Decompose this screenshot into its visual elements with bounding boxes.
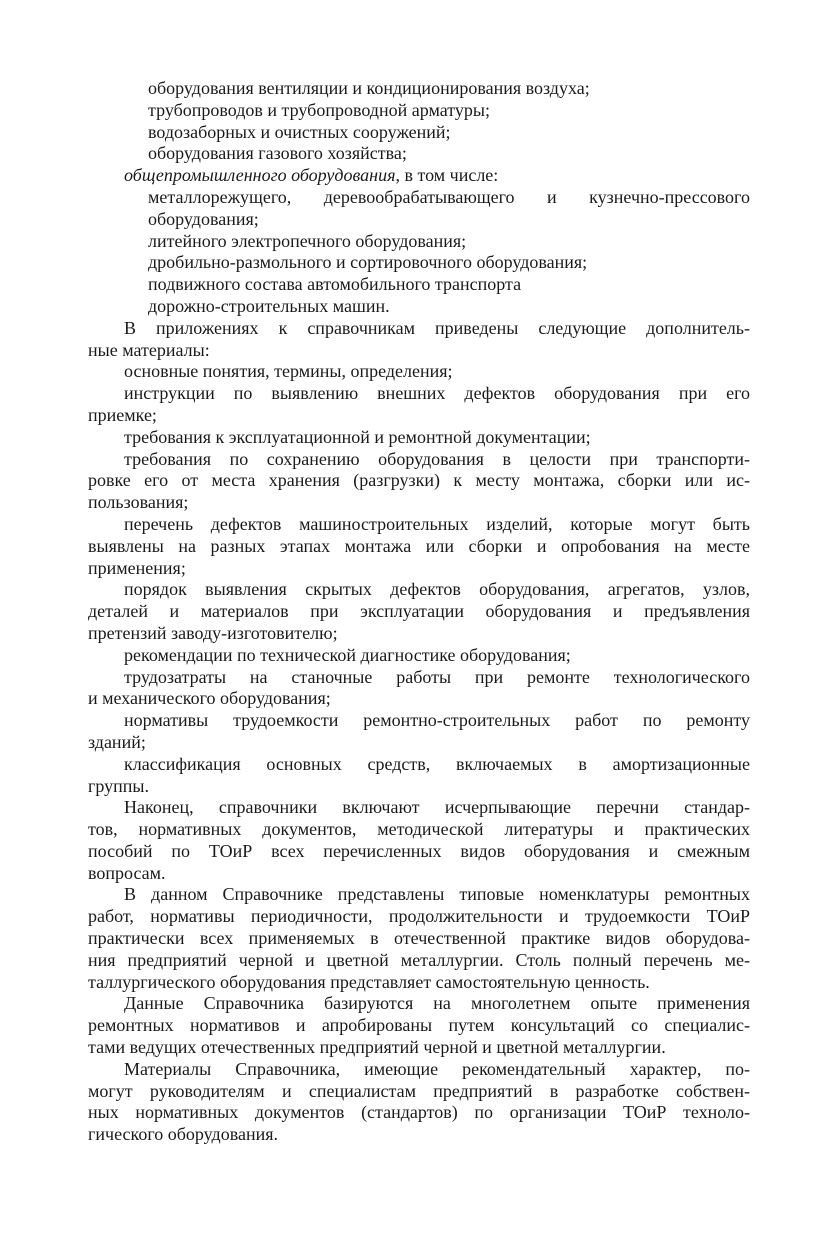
appendix-item — [88, 645, 750, 667]
list-item: дробильно-размольного и сортировочного оборудования; — [148, 252, 588, 273]
appendix-item-line: порядок выявления скрытых дефектов оборудования, агрегатов, узлов, — [124, 579, 750, 600]
general-equipment-heading — [88, 165, 750, 187]
paragraph-handbook-data — [88, 993, 750, 1058]
paragraph-line: таллургического оборудования представляет самостоятельную ценность. — [88, 971, 650, 992]
paragraph-line: Наконец, справочники включают исчерпывающие перечни стандар- — [124, 797, 750, 818]
appendix-item-line: перечень дефектов машиностроительных изделий, которые могут быть — [124, 513, 750, 534]
paragraph-line: ные материалы: — [88, 339, 210, 360]
appendix-item-line: требования по сохранению оборудования в целости при транспорти- — [124, 448, 750, 469]
document-page — [88, 78, 750, 1146]
appendix-item-line: пользования; — [88, 492, 189, 513]
paragraph-line: В данном Справочнике представлены типовые номенклатуры ремонтных — [124, 884, 750, 905]
appendix-item-line: требования к эксплуатационной и ремонтной документации; — [124, 426, 591, 447]
appendix-item — [88, 361, 750, 383]
general-equipment-heading-rest: , в том числе: — [395, 165, 499, 186]
appendix-item — [88, 514, 750, 579]
paragraph-appendix-intro — [88, 318, 750, 362]
appendix-item-line: основные понятия, термины, определения; — [124, 361, 453, 382]
appendix-item-line: классификация основных средств, включаемых в амортизационные — [124, 753, 750, 774]
paragraph-line: В приложениях к справочникам приведены следующие дополнитель- — [124, 317, 750, 338]
paragraph-this-handbook — [88, 884, 750, 993]
appendix-item — [88, 449, 750, 514]
paragraph-line: Данные Справочника базируются на многолетнем опыте применения — [124, 993, 750, 1014]
list-item: литейного электропечного оборудования; — [148, 230, 467, 251]
appendix-item-line: рекомендации по технической диагностике оборудования; — [124, 644, 571, 665]
list-item: оборудования; — [148, 208, 259, 229]
paragraph-line: Материалы Справочника, имеющие рекомендательный характер, по- — [124, 1058, 750, 1079]
general-equipment-heading-italic: общепромышленного оборудования — [124, 165, 396, 186]
list-appendix-materials — [88, 361, 750, 797]
appendix-item — [88, 383, 750, 427]
paragraph-line: тов, нормативных документов, методической литературы и практических — [88, 819, 750, 840]
paragraph-line: пособий по ТОиР всех перечисленных видов оборудования и смежным — [88, 840, 750, 861]
appendix-item-line: группы. — [88, 775, 150, 796]
list-item: металлорежущего, деревообрабатывающего и кузнечно-прессового — [148, 186, 750, 207]
list-item: подвижного состава автомобильного транспорта — [148, 274, 522, 295]
appendix-item-line: претензий заводу-изготовителю; — [88, 622, 338, 643]
appendix-item-line: нормативы трудоемкости ремонтно-строительных работ по ремонту — [124, 710, 750, 731]
list-item: дорожно-строительных машин. — [148, 295, 390, 316]
list-item: оборудования вентиляции и кондиционирования воздуха; — [148, 78, 590, 98]
paragraph-line: ремонтных нормативов и апробированы путем консультаций со специалис- — [88, 1015, 750, 1036]
paragraph-line: могут руководителям и специалистам предприятий в разработке собствен- — [88, 1080, 750, 1101]
paragraph-line: ных нормативных документов (стандартов) по организации ТОиР техноло- — [88, 1102, 750, 1123]
paragraph-line: гического оборудования. — [88, 1124, 279, 1145]
paragraph-line: вопросам. — [88, 862, 166, 883]
appendix-item-line: выявлены на разных этапах монтажа или сборки и опробования на месте — [88, 535, 750, 556]
paragraph-line: работ, нормативы периодичности, продолжительности и трудоемкости ТОиР — [88, 906, 750, 927]
paragraph-line: практически всех применяемых в отечественной практике видов оборудова- — [88, 928, 750, 949]
appendix-item — [88, 667, 750, 711]
appendix-item-line: и механического оборудования; — [88, 688, 331, 709]
appendix-item — [88, 579, 750, 644]
paragraph-handbook-materials — [88, 1059, 750, 1146]
paragraph-line: ния предприятий черной и цветной металлургии. Столь полный перечень ме- — [88, 949, 750, 970]
appendix-item-line: применения; — [88, 557, 186, 578]
paragraph-line: тами ведущих отечественных предприятий черной и цветной металлургии. — [88, 1037, 666, 1058]
paragraph-finally — [88, 797, 750, 884]
appendix-item-line: деталей и материалов при эксплуатации оборудования и предъявления — [88, 601, 750, 622]
appendix-item-line: инструкции по выявлению внешних дефектов оборудования при его — [124, 383, 750, 404]
appendix-item-line: приемке; — [88, 404, 157, 425]
list-equipment-systems — [88, 78, 750, 165]
appendix-item-line: зданий; — [88, 731, 146, 752]
appendix-item — [88, 427, 750, 449]
list-item: водозаборных и очистных сооружений; — [148, 121, 451, 142]
list-general-equipment — [88, 187, 750, 318]
list-item: трубопроводов и трубопроводной арматуры; — [148, 99, 490, 120]
appendix-item-line: ровке его от места хранения (разгрузки) к месту монтажа, сборки или ис- — [88, 470, 750, 491]
appendix-item — [88, 754, 750, 798]
appendix-item-line: трудозатраты на станочные работы при ремонте технологического — [124, 666, 750, 687]
appendix-item — [88, 710, 750, 754]
list-item: оборудования газового хозяйства; — [148, 143, 407, 164]
